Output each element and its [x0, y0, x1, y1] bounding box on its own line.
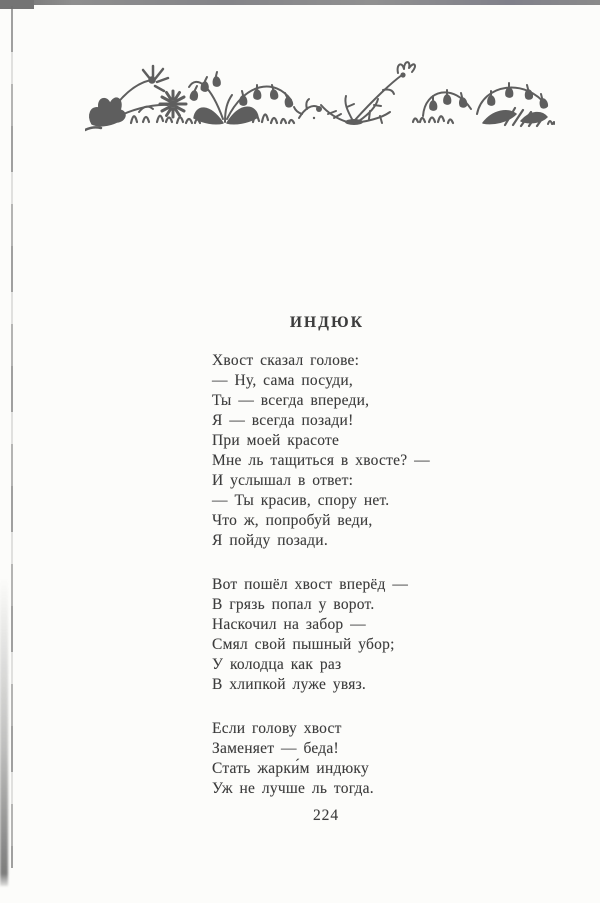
poem-line: Я пойду позади. — [212, 532, 328, 549]
poem-line: Если голову хвост — [212, 720, 342, 737]
poem-line: Что ж, попробуй веди, — [212, 512, 373, 529]
poem-stanza-3 — [212, 719, 492, 799]
page-number: 224 — [312, 807, 340, 824]
poem-line: В грязь попал у ворот. — [212, 596, 375, 613]
poem-line: И услышал в ответ: — [212, 472, 354, 489]
scan-top-edge — [0, 0, 600, 5]
scan-top-left-corner — [0, 0, 34, 9]
scan-binding-line — [11, 6, 13, 868]
poem-line: Смял свой пышный убор; — [212, 636, 395, 653]
poem-stanza-2 — [212, 575, 492, 695]
poem-title: ИНДЮК — [289, 314, 365, 331]
poem-line: Мне ль тащиться в хвосте? — — [212, 452, 430, 469]
poem-line: Стать жарки́м индюку — [212, 760, 369, 777]
poem-line: При моей красоте — [212, 432, 340, 449]
poem-line: В хлипкой луже увяз. — [212, 676, 367, 693]
poem-stanza-1 — [212, 351, 492, 551]
scan-bottom-left-smudge — [0, 578, 8, 886]
poem-line: Я — всегда позади! — [212, 412, 354, 429]
poem-line: Хвост сказал голове: — [212, 352, 360, 369]
poem-line: У колодца как раз — [212, 656, 342, 673]
poem-line: — Ну, сама посуди, — [212, 372, 353, 389]
poem-line: Уж не лучше ль тогда. — [212, 780, 374, 797]
poem-body — [212, 351, 492, 799]
poem-line: Ты — всегда впереди, — [212, 392, 370, 409]
floral-ornament-icon — [85, 60, 555, 145]
poem-line: Заменяет — беда! — [212, 740, 339, 757]
poem-line: Вот пошёл хвост вперёд — — [212, 576, 409, 593]
poem-line: — Ты красив, спору нет. — [212, 492, 390, 509]
poem-line: Наскочил на забор — — [212, 616, 366, 633]
